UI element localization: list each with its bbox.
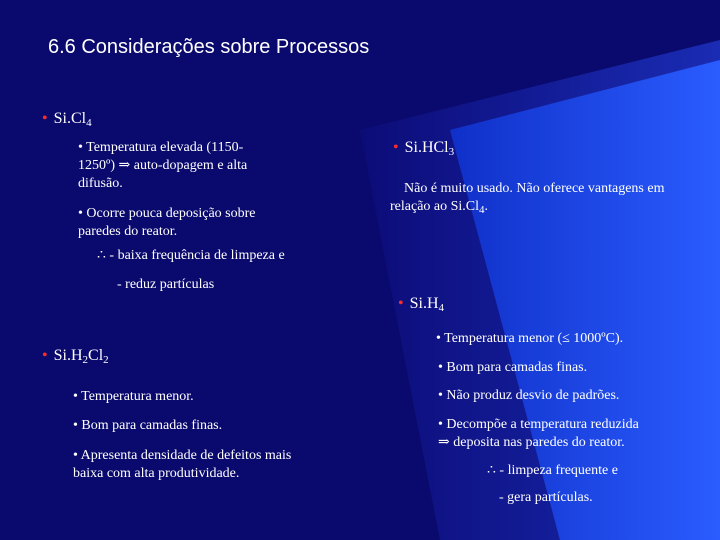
sihcl3-text-line-2-end: . [484,199,489,214]
sih4-formula: Si.H [409,295,439,312]
sihcl3-text [390,180,664,219]
sih2cl2-item-2: • Bom para camadas finas. [73,418,223,433]
sih4-bullet: • [398,295,404,312]
sih4-formula-sub: 4 [438,302,445,314]
sicl4-item-1 [78,139,247,193]
slide-title: 6.6 Considerações sobre Processos [48,36,370,58]
sihcl3-formula-sub: 3 [448,146,455,158]
sih2cl2-item-3-line-2: baixa com alta produtividade. [73,466,240,481]
sih4-consequence-2: - gera partículas. [499,490,593,505]
sih2cl2-formula-b: Cl [88,347,104,364]
sih2cl2-formula-sub-2: 2 [103,354,109,366]
sihcl3-text-line-2-main: relação ao Si.Cl [390,199,480,214]
sicl4-formula: Si.Cl [53,110,87,127]
sih4-item-4-line-2: ⇒ deposita nas paredes do reator. [438,435,625,450]
sih4-item-4-line-1: • Decompõe a temperatura reduzida [438,417,639,432]
sihcl3-text-line-1: Não é muito usado. Não oferece vantagens em [404,181,665,196]
sih4-item-3: • Não produz desvio de padrões. [438,388,620,403]
sih4-item-1: • Temperatura menor (≤ 1000ºC). [436,331,624,346]
sicl4-item-1-line-2: 1250º) ⇒ auto-dopagem e alta [78,158,248,173]
sicl4-item-2 [78,205,256,241]
sih4-item-4 [438,416,639,452]
sihcl3-heading [393,139,454,158]
sih2cl2-formula-sub-1: 2 [82,354,89,366]
sicl4-item-1-line-1: • Temperatura elevada (1150- [78,140,244,155]
sicl4-formula-sub: 4 [86,117,92,129]
sicl4-consequence-1: ∴ - baixa frequência de limpeza e [97,248,285,263]
sih2cl2-formula-a: Si.H [53,347,83,364]
sih2cl2-bullet: • [42,347,48,364]
sicl4-heading [42,110,92,129]
sihcl3-text-line-2 [390,198,664,219]
sihcl3-formula: Si.HCl [404,139,449,156]
sih2cl2-item-1: • Temperatura menor. [73,389,194,404]
sicl4-item-2-line-2: paredes do reator. [78,224,178,239]
sicl4-consequence-2: - reduz partículas [117,277,215,292]
sih2cl2-item-3-line-1: • Apresenta densidade de defeitos mais [73,448,292,463]
sicl4-item-1-line-3: difusão. [78,176,123,191]
sicl4-item-2-line-1: • Ocorre pouca deposição sobre [78,206,256,221]
sih2cl2-item-3 [73,447,291,483]
sicl4-bullet: • [42,110,48,127]
sih4-consequence-1: ∴ - limpeza frequente e [487,463,618,478]
sihcl3-text-line-2-sub: 4 [479,204,485,216]
sihcl3-bullet: • [393,139,399,156]
sih4-heading [398,295,444,314]
sih4-item-2: • Bom para camadas finas. [438,360,588,375]
sih2cl2-heading [42,347,109,366]
